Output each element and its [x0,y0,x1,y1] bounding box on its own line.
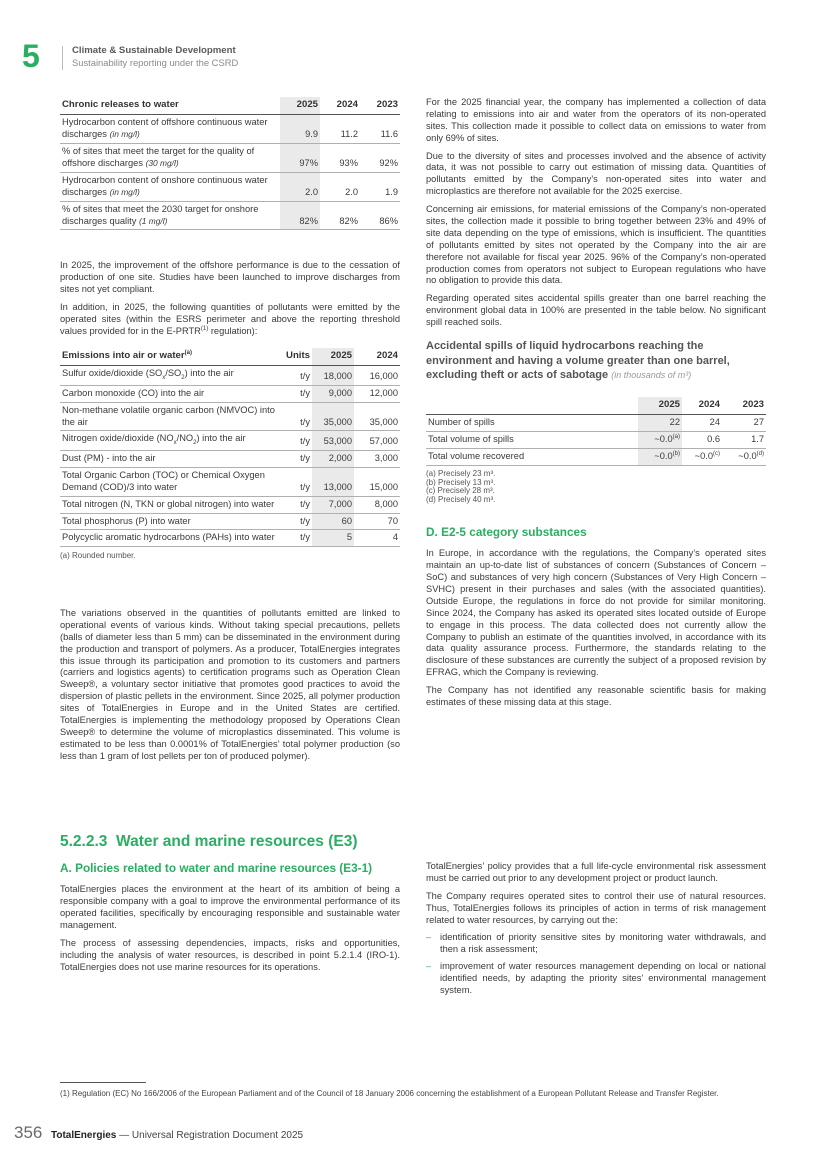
spills-note: (d) Precisely 40 m³. [426,495,496,505]
policy-paragraph: TotalEnergies’ policy provides that a full life-cycle environmental risk assessment must be carried out prior to any development project or product launch. [426,861,766,883]
page-number: 356 [14,1123,43,1142]
left-column-bottom [60,861,400,980]
row-label: Total phosphorus (P) into water [60,513,278,530]
table-row [60,172,400,201]
row-label: Sulfur oxide/dioxide $(SO_x/SO_2)$ into the air [60,366,278,386]
emissions-header-2025: 2025 [312,348,354,366]
table-row [60,467,400,496]
cell-unit: t/y [278,513,312,530]
policy-paragraph: The Company requires operated sites to control their use of natural resources. Thus, TotalEnergies follows its principles of action in terms of risk management related to water resources, by carrying out the: [426,890,766,925]
footnote: (1) Regulation (EC) No 166/2006 of the European Parliament and of the Council of 18 January 2006 concerning the establishment of a European Pollutant Release and Transfer Register. [60,1089,719,1098]
cell-unit: t/y [278,366,312,386]
chapter-title: Climate & Sustainable Development [72,45,236,56]
table-row [60,496,400,513]
spills-note: (c) Precisely 28 m³. [426,486,495,496]
page-footer [14,1122,303,1144]
cell-2023: 86% [360,201,400,230]
cell-unit: t/y [278,451,312,468]
cell-2024: 70 [354,513,400,530]
cell-2025: 97% [280,144,320,173]
d-paragraph: In Europe, in accordance with the regulations, the Company’s operated sites maintain an up-to-date list of substances of concern (Substances of Concern – SoC) and substances of very high concern (Substances of Very High Concern – SVHC) present in their purchases and sales (with the associated quantities). Outside Europe, the regulations in force do not provide for similar monitoring. Since 2024, the Company has asked its operated sites located outside of Europe to engage in this process. The data collected does not currently allow the Company to publish an estimate of the quantities involved, in accordance with its data quality assurance process. Furthermore, the standards relating to the disclosure of these substances are currently the subject of a proposed revision by EFRAG, which the Company is reviewing. [426,548,766,678]
spills-header-label [426,397,638,415]
spills-heading: Accidental spills of liquid hydrocarbons reaching the environment and having a volume greater than one barrel, excluding theft or acts of sabotage (in thousands of m³) [426,340,730,382]
spills-notes [426,470,766,505]
cell-2024: 8,000 [354,496,400,513]
table-row [60,402,400,431]
row-label: % of sites that meet the 2030 target for onshore discharges quality (1 mg/l) [60,201,280,230]
chapter-subtitle: Sustainability reporting under the CSRD [72,57,239,68]
cell-2024: 24 [682,414,722,431]
spills-header-2025: 2025 [638,397,682,415]
cell-2025: 18,000 [312,366,354,386]
row-label: Hydrocarbon content of offshore continuous water discharges (in mg/l) [60,115,280,144]
right-paragraph: For the 2025 financial year, the company has implemented a collection of data relating to emissions into air and water from the operators of its non-operated sites. This collection made it possible to collect data on emissions to water from only 69% of sites. [426,97,766,143]
cell-2024: 3,000 [354,451,400,468]
table-row [60,530,400,547]
cell-2024: 4 [354,530,400,547]
cell-2025: 60 [312,513,354,530]
row-label: Polycyclic aromatic hydrocarbons (PAHs) into water [60,530,278,547]
row-label: Total Organic Carbon (TOC) or Chemical Oxygen Demand (COD)/3 into water [60,467,278,496]
table-row [60,451,400,468]
cell-2025: 7,000 [312,496,354,513]
principles-list [426,932,766,996]
cell-2025: 53,000 [312,431,354,451]
table-row [60,431,400,451]
right-paragraph: Concerning air emissions, for material emissions of the Company’s non-operated sites, the collection made it possible to bring together between 23% and 49% of site data depending on the type of emissions, which is insufficient. The quantities of pollutants emitted by sites not operated by the Company into the air are therefore not available for fiscal year 2025. 96% of the Company’s non-operated production comes from operators not subject to European regulations who have no obligation to provide this data. [426,204,766,286]
table-row [60,144,400,173]
chronic-header-2023: 2023 [360,97,400,115]
footer-company: TotalEnergies [50,1130,117,1141]
spills-header-2023: 2023 [722,397,766,415]
list-item: – improvement of water resources management depending on local or national identified needs, by adapting the priority sites’ environmental management system. [426,961,766,997]
list-item: – identification of priority sensitive sites by monitoring water withdrawals, and then a risk assessment; [426,932,766,956]
table-row [60,115,400,144]
cell-2025: 2,000 [312,451,354,468]
emissions-header-units: Units [278,348,312,366]
cell-2024: 15,000 [354,467,400,496]
pellets-block [60,608,400,769]
offshore-paragraph: In 2025, the improvement of the offshore performance is due to the cessation of production of one site. Studies have been launched to improve discharges from sites not yet compliant. [60,260,400,295]
table-row [426,448,766,465]
spills-note: (a) Precisely 23 m³. [426,468,496,478]
cell-2024: 82% [320,201,360,230]
chronic-header-2024: 2024 [320,97,360,115]
cell-2023: ~0.0$^{(d)}$ [722,448,766,465]
row-label: Nitrogen oxide/dioxide $(NO_x/NO_2)$ into the air [60,431,278,451]
a-paragraph: The process of assessing dependencies, impacts, risks and opportunities, including the analysis of water resources, is described in point 5.2.1.4 (IRO-1). TotalEnergies does not use marine resources for its operations. [60,937,400,972]
table-row [60,201,400,230]
cell-2025: 9,000 [312,385,354,402]
row-label: Total volume recovered [426,448,638,465]
cell-2025: 35,000 [312,402,354,431]
emissions-header-2024: 2024 [354,348,400,366]
cell-2023: 11.6 [360,115,400,144]
row-label: Total volume of spills [426,431,638,448]
cell-2024: 12,000 [354,385,400,402]
d-paragraph: The Company has not identified any reasonable scientific basis for making estimates of these missing data at this stage. [426,685,766,707]
row-label: Carbon monoxide (CO) into the air [60,385,278,402]
cell-2024: 16,000 [354,366,400,386]
chronic-releases-table [60,97,400,230]
cell-unit: t/y [278,530,312,547]
row-label: % of sites that meet the target for the quality of offshore discharges (30 mg/l) [60,144,280,173]
footnote-divider [60,1082,146,1083]
emissions-table [60,348,400,548]
footer-text [51,1130,303,1141]
table-row [60,385,400,402]
cell-2024: 57,000 [354,431,400,451]
footer-document: — Universal Registration Document 2025 [116,1130,304,1141]
a-heading: A. Policies related to water and marine resources (E3-1) [60,861,373,875]
right-column-top [426,97,766,715]
d-heading: D. E2-5 category substances [426,524,587,539]
right-paragraph: Due to the diversity of sites and processes involved and the absence of activity data, it was not possible to carry out estimation of missing data. Quantities of pollutants emitted by the Company’s non-operated sites into water and microplastics are therefore not available for the 2025 exercise. [426,150,766,197]
spills-table [426,397,766,466]
cell-2025: 13,000 [312,467,354,496]
cell-2024: 2.0 [320,172,360,201]
cell-2024: ~0.0$^{(c)}$ [682,448,722,465]
table-row [60,366,400,386]
row-label: Hydrocarbon content of onshore continuous water discharges (in mg/l) [60,172,280,201]
cell-2025: ~0.0$^{(a)}$ [638,431,682,448]
left-column-top [60,97,400,562]
cell-2024: 11.2 [320,115,360,144]
cell-unit: t/y [278,431,312,451]
cell-unit: t/y [278,402,312,431]
cell-2025: 5 [312,530,354,547]
pellets-paragraph: The variations observed in the quantities of pollutants emitted are linked to operational events of various kinds. Without taking special precautions, pellets (balls of diameter less than 5 mm) can be disseminated in the environment during the production and transport of polymers. As a producer, TotalEnergies integrates this issue through its participation and promotion to its customers and partners (carriers and logistics agents) to certification programs such as Operation Clean Sweep®, a voluntary sector initiative that promotes good practices to avoid the dispersion of plastic pellets in the environment. Since 2025, all polymer production sites of TotalEnergies in Europe and in the United States are certified. TotalEnergies is implementing the methodology proposed by Operations Clean Sweep® to determine the volume of microplastics disseminated. This volume is estimated to be less than 0.0001% of TotalEnergies’ total polymer production (so less than 1 gram of lost pellets per ton of produced polymer). [60,608,400,761]
cell-2023: 27 [722,414,766,431]
row-label: Dust (PM) - into the air [60,451,278,468]
cell-2024: 35,000 [354,402,400,431]
row-label: Total nitrogen (N, TKN or global nitrogen) into water [60,496,278,513]
chapter-number: 5 [22,38,40,74]
right-column-bottom [426,861,766,1002]
cell-unit: t/y [278,496,312,513]
table-row [426,431,766,448]
table-row [426,414,766,431]
emissions-table-note: (a) Rounded number. [60,551,136,561]
row-label: Number of spills [426,414,638,431]
cell-2024: 0.6 [682,431,722,448]
chronic-header-label: Chronic releases to water [60,97,280,115]
section-heading: 5.2.2.3 Water and marine resources (E3) [60,833,358,850]
a-paragraph: TotalEnergies places the environment at the heart of its ambition of being a responsible company with a goal to improve the environmental performance of its operated facilities, specifically by encouraging responsible and sustainable water management. [60,884,400,930]
emissions-header-label: Emissions into air or water$^{(a)}$ [60,348,278,366]
pollutants-intro-paragraph: In addition, in 2025, the following quantities of pollutants were emitted by the operated sites (within the ESRS perimeter and above the reporting threshold values provided for in the E-PRTR$^{(1)}$ regulation): [60,302,400,336]
right-paragraph: Regarding operated sites accidental spills greater than one barrel reaching the environment global data in 100% are presented in the table below. No significant spill reached soils. [426,293,766,328]
cell-2025: 22 [638,414,682,431]
row-label: Non-methane volatile organic carbon (NMVOC) into the air [60,402,278,431]
cell-2025: 82% [280,201,320,230]
cell-2023: 1.9 [360,172,400,201]
cell-2025: ~0.0$^{(b)}$ [638,448,682,465]
spills-header-2024: 2024 [682,397,722,415]
cell-2023: 92% [360,144,400,173]
chronic-header-2025: 2025 [280,97,320,115]
cell-2023: 1.7 [722,431,766,448]
spills-note: (b) Precisely 13 m³. [426,477,496,487]
header-divider [62,46,63,70]
cell-unit: t/y [278,385,312,402]
cell-2025: 2.0 [280,172,320,201]
table-row [60,513,400,530]
cell-2025: 9.9 [280,115,320,144]
cell-unit: t/y [278,467,312,496]
cell-2024: 93% [320,144,360,173]
